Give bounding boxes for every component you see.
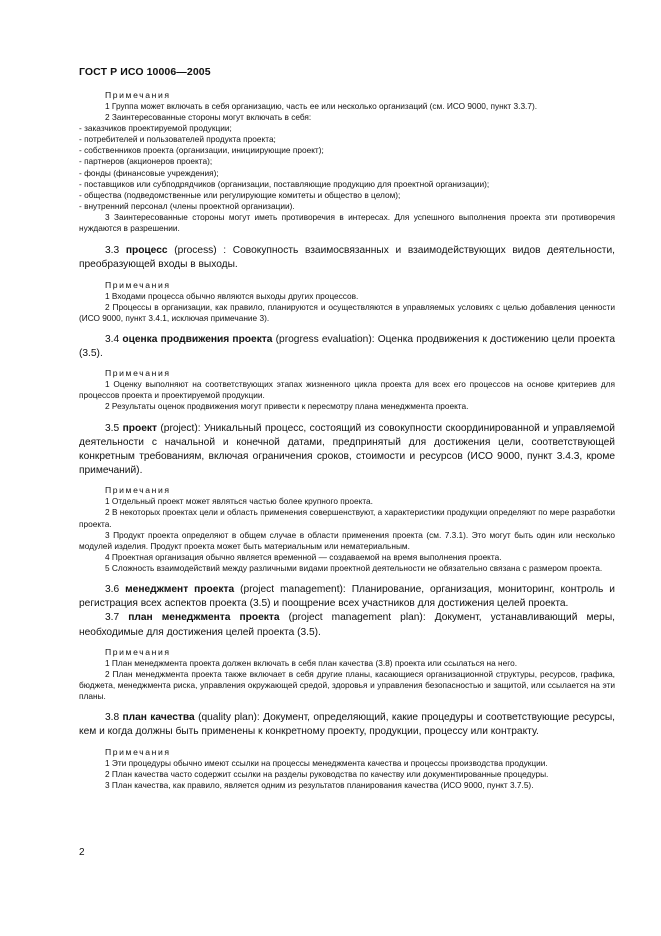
note-paragraph: 3 Продукт проекта определяют в общем случае в области применения проекта (см. 7.3.1). Это могут быть один или несколько модулей изделия. Продукт проекта может быть материальным или нематериальным. (79, 529, 615, 551)
term-name: менеджмент проекта (125, 583, 235, 595)
note-list-item: - партнеров (акционеров проекта); (79, 156, 213, 167)
notes-heading: Примечания (105, 368, 171, 379)
note-paragraph: 2 План менеджмента проекта также включает в себя другие планы, касающиеся организационной структуры, ресурсов, графика, бюджета, менеджмента риска, управления окружающей средой, здоровья и управления безопасностью и защитой, или ссылается на эти планы. (79, 668, 615, 702)
note-paragraph: 2 План качества часто содержит ссылки на разделы руководства по качеству или документированные процедуры. (105, 768, 549, 779)
term-name: проект (122, 422, 157, 434)
definition-3-6: 3.6 менеджмент проекта (project management): Планирование, организация, мониторинг, контроль и регистрация всех аспектов проекта (3.5) и поощрение всех участников для достижения целей проекта. (79, 583, 615, 610)
note-paragraph: 3 Заинтересованные стороны могут иметь противоречия в интересах. Для успешного выполнения проекта эти противоречия нуждаются в разрешении. (79, 211, 615, 234)
note-list-item: - собственников проекта (организации, инициирующие проект); (79, 145, 324, 156)
note-paragraph: 1 Группа может включать в себя организацию, часть ее или несколько организаций (см. ИСО 9000, пункт 3.3.7). (105, 101, 538, 111)
note-list-item: - фонды (финансовые учреждения); (79, 167, 219, 178)
definition-3-8: 3.8 план качества (quality plan): Документ, определяющий, какие процедуры и соответствующие ресурсы, кем и когда должны быть применены к конкретному проекту, продукции, процессу или контракту. (79, 712, 615, 738)
notes-heading: Примечания (105, 485, 171, 496)
document-header: ГОСТ Р ИСО 10006—2005 (79, 66, 211, 78)
definition-3-4: 3.4 оценка продвижения проекта (progress evaluation): Оценка продвижения к достижению цели проекта (3.5). (79, 333, 615, 360)
notes-heading: Примечания (105, 646, 171, 657)
definition-3-7: 3.7 план менеджмента проекта (project management plan): Документ, устанавливающий меры, необходимые для достижения целей проекта (3.5). (79, 612, 615, 638)
note-paragraph: 3 План качества, как правило, является одним из результатов планирования качества (ИСО 9000, пункт 3.7.5). (105, 779, 534, 790)
note-paragraph: 4 Проектная организация обычно является временной — создаваемой на время выполнения проекта. (105, 551, 502, 562)
note-paragraph: 1 Эти процедуры обычно имеют ссылки на процессы менеджмента качества и процессы производства продукции. (105, 757, 548, 768)
note-paragraph: 1 Оценку выполняют на соответствующих этапах жизненного цикла проекта для всех его процессов на основе критериев для процессов проекта и проектируемой продукции. (79, 379, 615, 401)
note-paragraph: 1 Входами процесса обычно являются выходы других процессов. (105, 290, 359, 301)
note-paragraph: 2 Результаты оценок продвижения могут привести к пересмотру плана менеджмента проекта. (105, 401, 469, 412)
note-list-item: - заказчиков проектируемой продукции; (79, 123, 232, 134)
definition-3-3: 3.3 процесс (process) : Совокупность взаимосвязанных и взаимодействующих видов деятельности, преобразующей входы в выходы. (79, 245, 615, 271)
note-paragraph: 1 Отдельный проект может являться частью более крупного проекта. (105, 496, 373, 507)
note-paragraph: 2 Процессы в организации, как правило, планируются и осуществляются в управляемых условиях с целью добавления ценности (ИСО 9000, пункт 3.4.1, исключая примечание 3). (79, 301, 615, 323)
note-paragraph: 2 В некоторых проектах цели и область применения совершенствуют, а характеристики продукции определяют по мере разработки проекта. (79, 507, 615, 529)
term-name: план менеджмента проекта (128, 612, 280, 624)
term-name: оценка продвижения проекта (122, 333, 273, 345)
note-paragraph: 1 План менеджмента проекта должен включать в себя план качества (3.8) проекта или ссылаться на него. (105, 657, 517, 668)
term-name: план качества (122, 712, 195, 724)
notes-heading: Примечания (105, 90, 171, 100)
note-list-item: - поставщиков или субподрядчиков (организации, поставляющие продукцию для проектной организации); (79, 178, 490, 189)
notes-heading: Примечания (105, 279, 171, 290)
notes-heading: Примечания (105, 746, 171, 757)
note-paragraph: 2 Заинтересованные стороны могут включать в себя: (105, 112, 312, 123)
document-body (79, 90, 615, 791)
note-list-item: - внутренний персонал (члены проектной организации). (79, 200, 295, 211)
note-list-item: - общества (подведомственные или регулирующие комитеты и общество в целом); (79, 189, 401, 200)
note-paragraph: 5 Сложность взаимодействий между различными видами проектной деятельности не обязательно связана с размером проекта. (105, 562, 603, 573)
definition-3-5: 3.5 проект (project): Уникальный процесс, состоящий из совокупности скоординированной и управляемой деятельности с начальной и конечной датами, предпринятый для достижения цели, соответствующей конкретным требованиям, включая ограничения сроков, стоимости и ресурсов (ИСО 9000, пункт 3.4.3, кроме примечаний). (79, 422, 615, 477)
term-name: процесс (125, 245, 168, 257)
note-list-item: - потребителей и пользователей продукта проекта; (79, 134, 276, 145)
page-number: 2 (79, 847, 85, 858)
